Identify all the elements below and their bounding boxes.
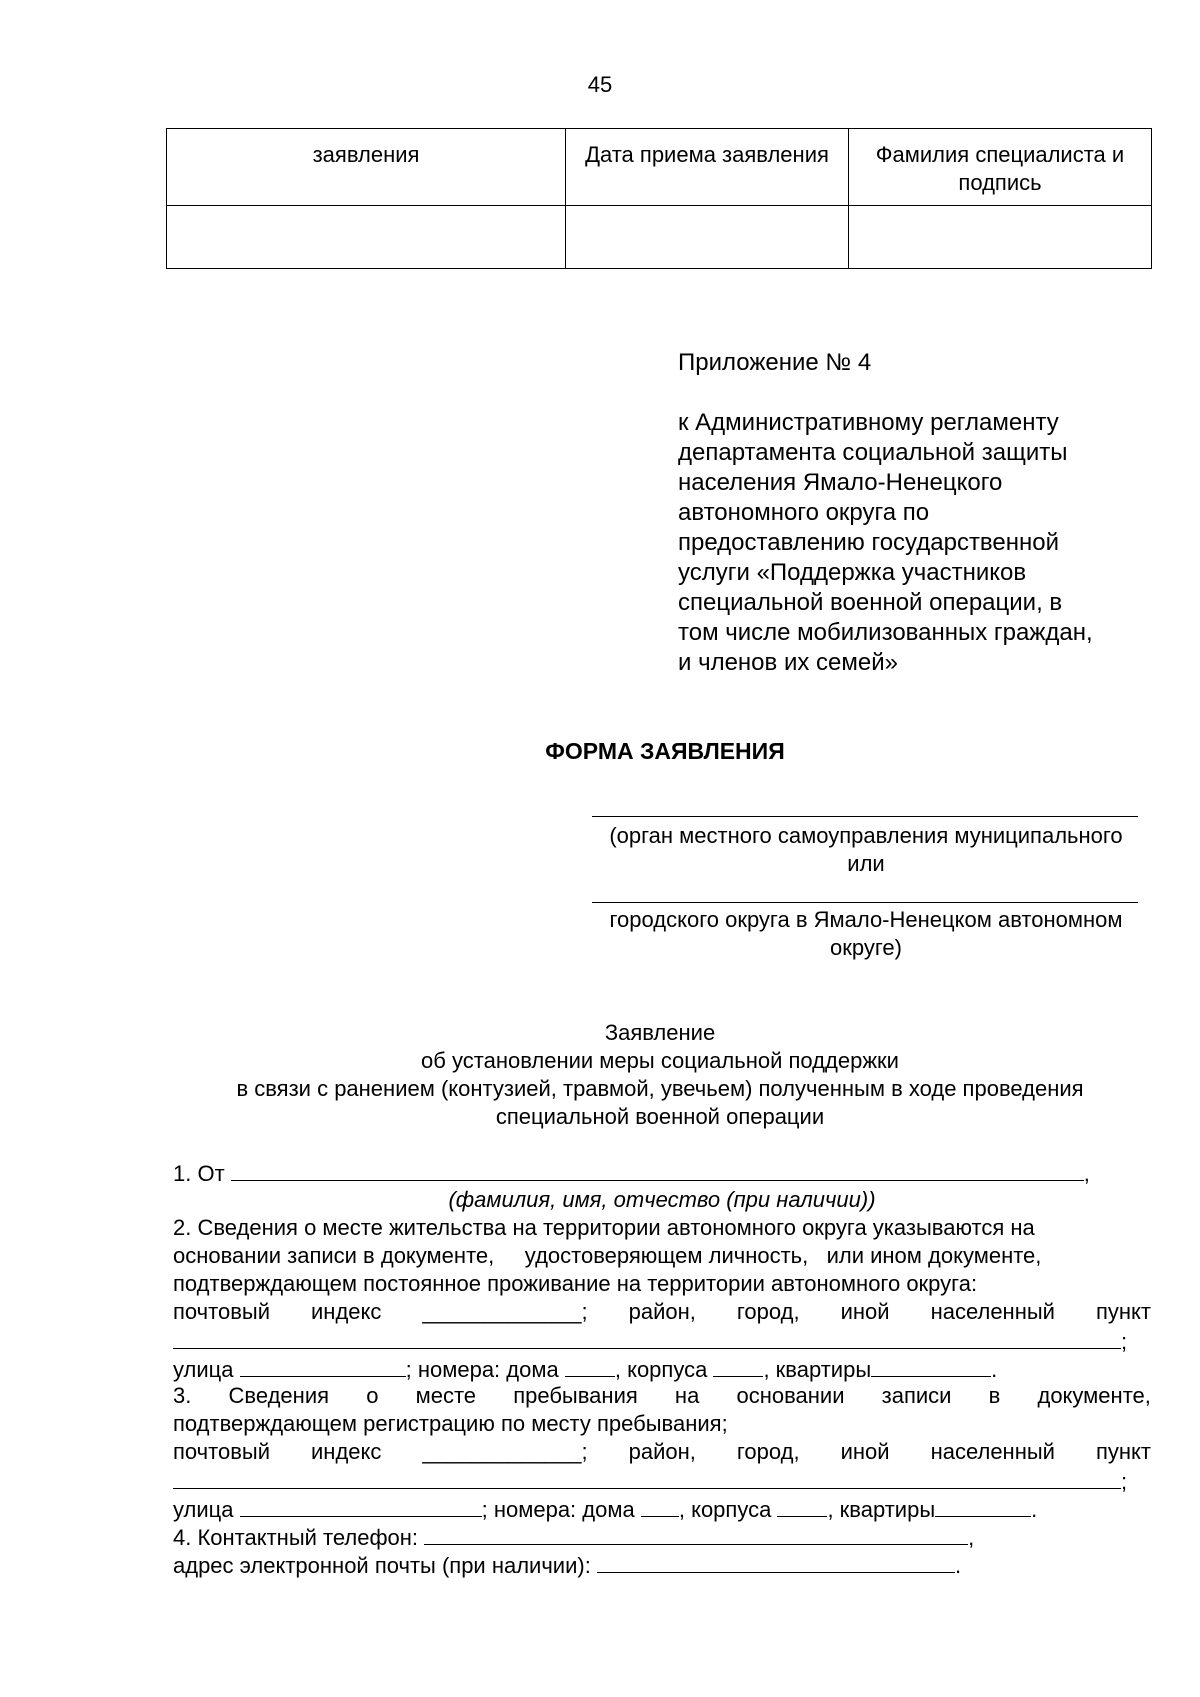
punctuation: .: [1031, 1497, 1038, 1522]
statement-line: Заявление: [604, 1020, 716, 1045]
appendix-line: том числе мобилизованных граждан,: [678, 619, 1093, 646]
stay-locality-field[interactable]: [173, 1466, 1121, 1489]
appendix-line: услуги «Поддержка участников: [678, 559, 1027, 586]
statement-line: об установлении меры социальной поддержки: [421, 1048, 899, 1073]
phone-field[interactable]: [424, 1522, 968, 1545]
table-header-row: [167, 129, 1152, 206]
table-cell: [167, 206, 566, 269]
residence-street-row: [173, 1354, 1151, 1382]
stay-locality-row: [173, 1466, 1151, 1494]
house-label: ; номера: дома: [481, 1497, 635, 1522]
stay-word: пребывания: [513, 1383, 638, 1408]
apartment-label: , квартиры: [827, 1497, 936, 1522]
building-label: , корпуса: [614, 1357, 708, 1382]
table-cell: [566, 206, 849, 269]
residence-building-field[interactable]: [713, 1354, 763, 1377]
statement-heading: [150, 1019, 1170, 1131]
appendix-text: [678, 408, 1158, 678]
punctuation: ,: [968, 1525, 975, 1550]
phone-row: [173, 1522, 1151, 1550]
postal-word: почтовый: [173, 1299, 270, 1324]
stay-word: документе,: [1037, 1383, 1151, 1408]
residence-line: 2. Сведения о месте жительства на территории автономного округа указываются на: [173, 1215, 1035, 1240]
name-hint: (фамилия, имя, отчество (при наличии)): [448, 1187, 876, 1212]
table-header-cell: Дата приема заявления: [566, 129, 849, 206]
appendix-title: Приложение № 4: [678, 349, 872, 376]
table-header-cell: заявления: [167, 129, 566, 206]
stay-word: о: [366, 1383, 379, 1408]
stay-word: на: [674, 1383, 700, 1408]
residence-locality-field[interactable]: [173, 1326, 1121, 1349]
stay-postal-row: [173, 1438, 1151, 1466]
form-title: ФОРМА ЗАЯВЛЕНИЯ: [545, 738, 785, 764]
stay-building-field[interactable]: [777, 1494, 827, 1517]
stay-house-field[interactable]: [641, 1494, 679, 1517]
stay-word: месте: [415, 1383, 477, 1408]
addressee-hint-2: [576, 906, 1156, 962]
table-cell: [849, 206, 1152, 269]
punctuation: ,: [1083, 1161, 1090, 1186]
postal-word: пункт: [1095, 1299, 1151, 1324]
punctuation: .: [954, 1553, 962, 1578]
residence-apartment-field[interactable]: [871, 1354, 991, 1377]
stay-row: [173, 1382, 1151, 1410]
applicant-name-field[interactable]: [231, 1158, 1084, 1181]
postal-word: район,: [628, 1439, 696, 1464]
appendix-line: предоставлению государственной: [678, 529, 1060, 556]
page-number: 45: [587, 72, 613, 97]
appendix-line: к Административному регламенту: [678, 409, 1059, 436]
residence-postal-row: [173, 1298, 1151, 1326]
postal-word: иной: [840, 1439, 890, 1464]
house-label: ; номера: дома: [405, 1357, 559, 1382]
email-label: адрес электронной почты (при наличии):: [173, 1553, 591, 1578]
appendix-line: населения Ямало-Ненецкого: [678, 469, 1003, 496]
statement-line: в связи с ранением (контузией, травмой, увечьем) полученным в ходе проведения: [236, 1076, 1084, 1101]
stay-word: 3.: [173, 1383, 192, 1408]
postal-index-field[interactable]: _____________;: [422, 1299, 588, 1324]
addressee-blank-line: [592, 816, 1138, 817]
stay-apartment-field[interactable]: [935, 1494, 1031, 1517]
residence-locality-row: [173, 1326, 1151, 1354]
addressee-text: или: [847, 851, 885, 876]
email-field[interactable]: [597, 1550, 955, 1573]
punctuation: .: [991, 1357, 998, 1382]
addressee-text: округе): [830, 935, 902, 960]
postal-index-field[interactable]: _____________;: [422, 1439, 588, 1464]
punctuation: ;: [1121, 1469, 1128, 1494]
residence-line: основании записи в документе, удостоверяющем личность, или ином документе,: [173, 1243, 1042, 1268]
from-label: 1. От: [173, 1161, 225, 1186]
postal-word: пункт: [1095, 1439, 1151, 1464]
email-row: [173, 1550, 1151, 1578]
postal-word: город,: [736, 1439, 800, 1464]
table-row: [167, 206, 1152, 269]
stay-line: подтверждающем регистрацию по месту пребывания;: [173, 1411, 728, 1436]
residence-line: подтверждающем постоянное проживание на территории автономного округа:: [173, 1271, 978, 1296]
street-label: улица: [173, 1357, 234, 1382]
stay-word: записи: [881, 1383, 952, 1408]
table-header-cell: Фамилия специалиста и подпись: [849, 129, 1152, 206]
form-body: [173, 1158, 1151, 1578]
postal-word: иной: [840, 1299, 890, 1324]
postal-word: почтовый: [173, 1439, 270, 1464]
addressee-text: городского округа в Ямало-Ненецком автономном: [609, 907, 1123, 932]
appendix-line: специальной военной операции, в: [678, 589, 1063, 616]
stay-word: основании: [736, 1383, 845, 1408]
registration-table: [166, 128, 1152, 269]
addressee-blank-line: [592, 902, 1138, 903]
addressee-hint-1: [576, 822, 1156, 878]
street-label: улица: [173, 1497, 234, 1522]
postal-word: город,: [736, 1299, 800, 1324]
applicant-name-row: [173, 1158, 1151, 1186]
punctuation: ;: [1121, 1329, 1128, 1354]
stay-word: Сведения: [228, 1383, 330, 1408]
statement-line: специальной военной операции: [495, 1104, 825, 1129]
residence-street-field[interactable]: [240, 1354, 406, 1377]
appendix-line: автономного округа по: [678, 499, 930, 526]
postal-word: населенный: [930, 1439, 1055, 1464]
postal-word: населенный: [930, 1299, 1055, 1324]
addressee-text: (орган местного самоуправления муниципального: [609, 823, 1123, 848]
stay-word: в: [988, 1383, 1001, 1408]
postal-word: индекс: [311, 1439, 382, 1464]
stay-street-row: [173, 1494, 1151, 1522]
phone-label: 4. Контактный телефон:: [173, 1525, 419, 1550]
postal-word: индекс: [311, 1299, 382, 1324]
appendix-line: и членов их семей»: [678, 649, 898, 676]
residence-house-field[interactable]: [565, 1354, 615, 1377]
stay-street-field[interactable]: [240, 1494, 482, 1517]
appendix-line: департамента социальной защиты: [678, 439, 1068, 466]
postal-word: район,: [628, 1299, 696, 1324]
building-label: , корпуса: [678, 1497, 772, 1522]
apartment-label: , квартиры: [763, 1357, 872, 1382]
